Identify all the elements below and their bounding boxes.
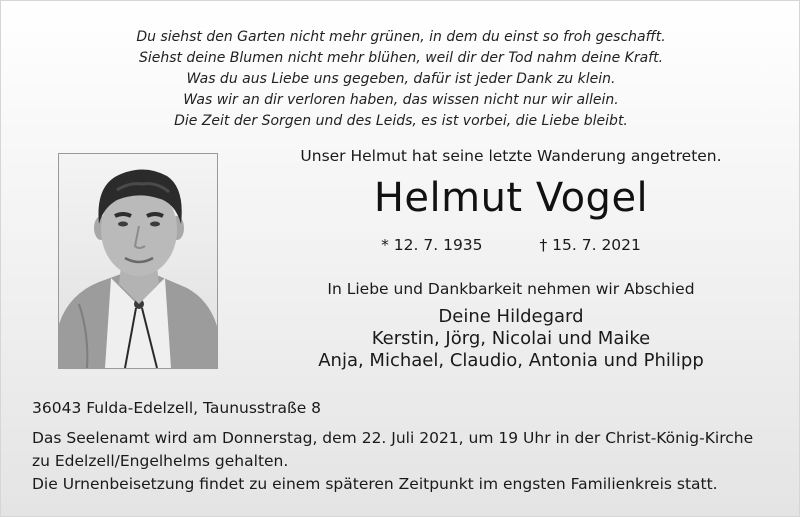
poem-line: Siehst deine Blumen nicht mehr blühen, weil dir der Tod nahm deine Kraft. <box>138 50 664 66</box>
poem-line: Was wir an dir verloren haben, das wissen nicht nur wir allein. <box>183 92 619 108</box>
service-line: zu Edelzell/Engelhelms gehalten. <box>32 452 289 470</box>
address: 36043 Fulda-Edelzell, Taunusstraße 8 <box>32 399 322 417</box>
poem-line: Was du aus Liebe uns gegeben, dafür ist jeder Dank zu klein. <box>186 71 616 87</box>
mourner-line: Kerstin, Jörg, Nicolai und Maike <box>371 328 651 349</box>
service-info <box>32 427 792 496</box>
intro-text: Unser Helmut hat seine letzte Wanderung angetreten. <box>300 147 722 165</box>
poem-line: Du siehst den Garten nicht mehr grünen, in dem du einst so froh geschafft. <box>136 29 666 45</box>
deceased-name: Helmut Vogel <box>373 175 649 221</box>
service-line: Die Urnenbeisetzung findet zu einem späteren Zeitpunkt im engsten Familienkreis statt. <box>32 475 718 493</box>
poem <box>1 27 800 132</box>
poem-line: Die Zeit der Sorgen und des Leids, es ist vorbei, die Liebe bleibt. <box>174 113 628 129</box>
death-date: † 15. 7. 2021 <box>539 236 641 254</box>
service-line: Das Seelenamt wird am Donnerstag, dem 22. Juli 2021, um 19 Uhr in der Christ-König-Kirche <box>32 429 754 447</box>
portrait-photo <box>58 153 218 369</box>
birth-date: * 12. 7. 1935 <box>381 236 483 254</box>
mourner-line: Deine Hildegard <box>438 306 584 327</box>
mourner-line: Anja, Michael, Claudio, Antonia und Philipp <box>318 350 704 371</box>
farewell-text: In Liebe und Dankbarkeit nehmen wir Abschied <box>327 280 695 298</box>
mourners-list <box>261 306 761 372</box>
life-dates <box>261 236 761 254</box>
